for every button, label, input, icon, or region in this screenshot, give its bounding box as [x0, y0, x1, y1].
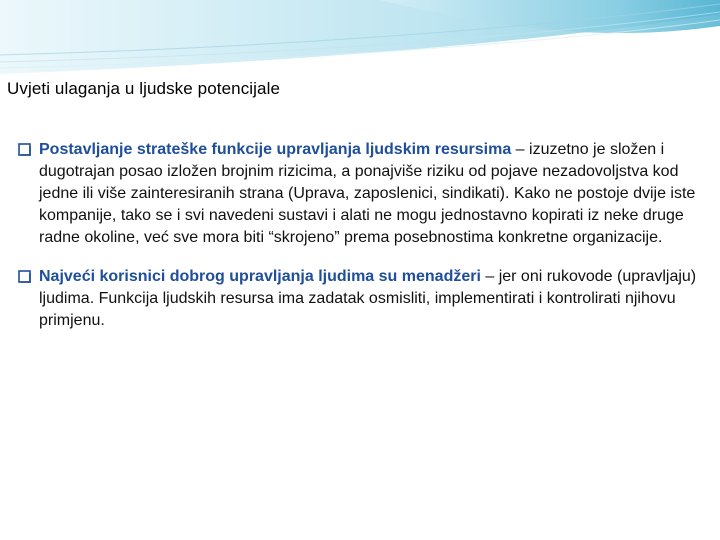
bullet-heading: Najveći korisnici dobrog upravljanja ljudima su menadžeri	[39, 268, 481, 285]
checkbox-bullet-icon	[18, 143, 31, 156]
bullet-text: – jer oni rukovode (upravljaju) ljudima. Funkcija ljudskih resursa ima zadatak osmisliti, implementirati i kontrolirati njihovu primjenu.	[39, 268, 697, 329]
bullet-heading: Postavljanje strateške funkcije upravljanja ljudskim resursima	[39, 141, 512, 158]
checkbox-bullet-icon	[18, 270, 31, 283]
header-decoration	[0, 0, 720, 80]
bullet-list	[18, 139, 718, 332]
slide-title: Uvjeti ulaganja u ljudske potencijale	[7, 79, 281, 98]
bullet-text: – izuzetno je složen i dugotrajan posao izložen brojnim rizicima, a ponajviše riziku od pojave nezadovoljstva kod jedne ili više zainteresiranih strana (Uprava, zaposlenici, sindikati). Kako ne postoje dvije iste kompanije, tako se i svi navedeni sustavi i alati ne mogu jednostavno kopirati iz neke druge radne okoline, već sve mora biti “skrojeno” prema posebnostima konkretne organizacije.	[39, 141, 696, 246]
bullet-item	[18, 139, 718, 249]
bullet-item	[18, 266, 718, 332]
